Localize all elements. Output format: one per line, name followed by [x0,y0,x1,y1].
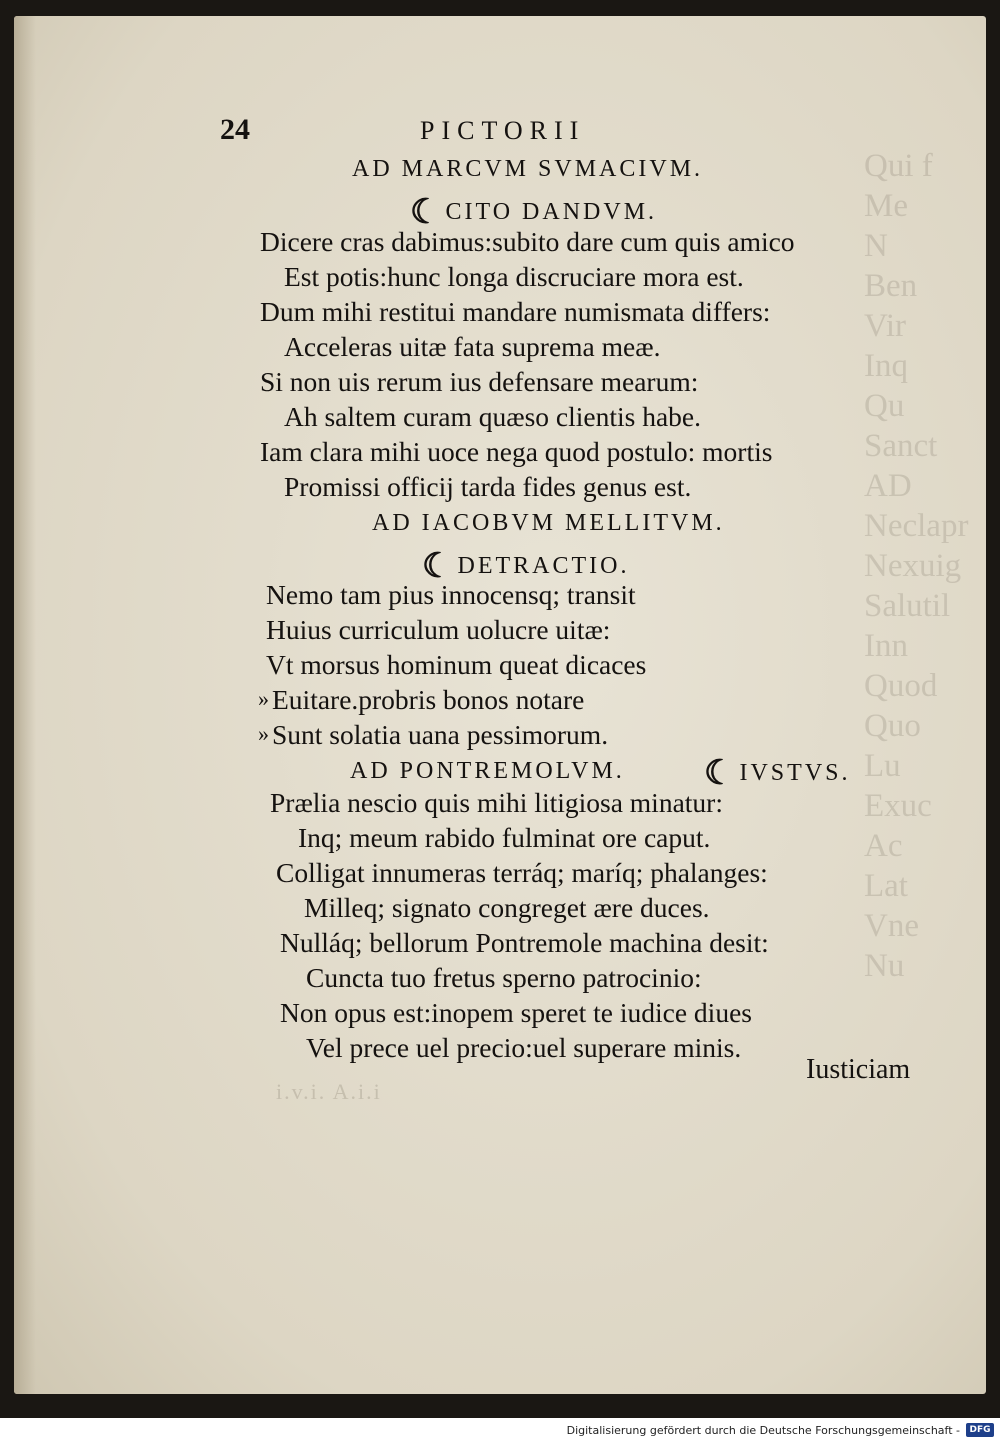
running-head: PICTORII [420,116,586,145]
show-through-bleed: Qui f Me N Ben Vir Inq Qu Sanct AD Neclapr Nexuig Salutil Inn Quod Quo Lu Exuc Ac Lat Vne Nu [864,148,969,984]
verse-line: Vt morsus hominum queat dicaces [266,649,647,680]
verse-line: Vel prece uel precio:uel superare minis. [306,1032,742,1063]
show-through-bottom: i.v.i. A.i.i [276,1079,382,1104]
poem-title: AD MARCVM SVMACIVM. [352,156,704,182]
verse-line: Dicere cras dabimus:subito dare cum quis amico [260,226,795,257]
footer-bar [0,1418,1000,1445]
poem-subtitle-text: DETRACTIO. [457,553,630,579]
poem-title: AD IACOBVM MELLITVM. [372,510,725,536]
pilcrow-icon: ☾ [422,548,456,585]
verse-line: Ah saltem curam quæso clientis habe. [284,401,701,432]
verse-line: Est potis:hunc longa discruciare mora est. [284,261,744,292]
pilcrow-icon: ☾ [704,755,738,792]
catchword: Iusticiam [806,1054,911,1085]
poem-subtitle-text: CITO DANDVM. [445,199,658,225]
poem-subtitle-text: IVSTVS. [739,760,851,786]
verse-line: Prælia nescio quis mihi litigiosa minatur: [270,787,723,818]
marginal-quote-mark: » [258,721,269,746]
verse-line: Dum mihi restitui mandare numismata differs: [260,296,771,327]
verse-line: Si non uis rerum ius defensare mearum: [260,366,699,397]
footer-credit: Digitalisierung gefördert durch die Deutsche Forschungsgemeinschaft - [566,1424,960,1437]
poem-title: AD PONTREMOLVM. [350,758,625,784]
verse-line: Acceleras uitæ fata suprema meæ. [284,331,661,362]
gutter-shadow [14,16,36,1394]
marginal-quote-mark: » [258,686,269,711]
verse-line: Nemo tam pius innocensq; transit [266,579,636,610]
verse-line: Huius curriculum uolucre uitæ: [266,614,611,645]
poem-subtitle [704,753,851,793]
pilcrow-icon: ☾ [410,194,444,231]
verse-line: Iam clara mihi uoce nega quod postulo: mortis [260,436,773,467]
verse-line: Non opus est:inopem speret te iudice diues [280,997,752,1028]
verse-line: Promissi officij tarda fides genus est. [284,471,692,502]
verse-line: Milleq; signato congreget ære duces. [304,892,710,923]
dfg-logo-icon: DFG [966,1423,994,1437]
verse-line: Sunt solatia uana pessimorum. [272,719,609,750]
verse-line: Euitare.probris bonos notare [272,684,585,715]
verse-line: Cuncta tuo fretus sperno patrocinio: [306,962,702,993]
verse-line: Inq; meum rabido fulminat ore caput. [298,822,711,853]
book-page [14,16,986,1394]
page-number: 24 [220,113,250,146]
verse-line: Nulláq; bellorum Pontremole machina desit: [280,927,769,958]
verse-line: Colligat innumeras terráq; maríq; phalanges: [276,857,768,888]
